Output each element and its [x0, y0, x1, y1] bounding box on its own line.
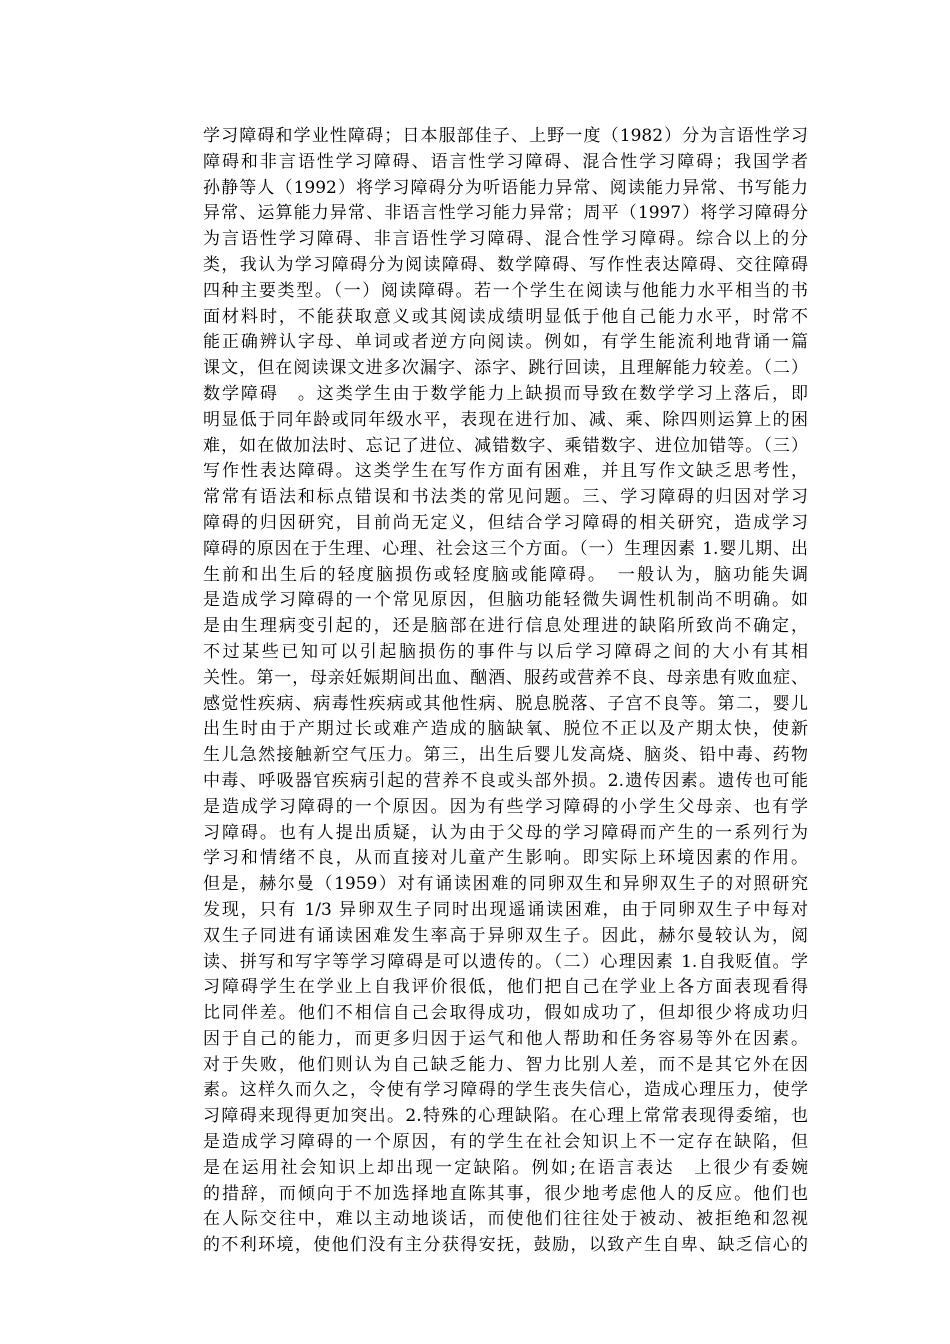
text-line: 习障碍学生在学业上自我评价很低，他们把自己在学业上各方面表现看得: [203, 977, 808, 998]
text-line: 双生子同进有诵读困难发生率高于异卵双生子。因此，赫尔曼较认为，阅: [203, 925, 808, 946]
text-line: 发现，只有 1/3 异卵双生子同时出现遥诵读困难，由于同卵双生子中每对: [203, 899, 808, 920]
text-line: 读、拼写和写字等学习障碍是可以遗传的。（二）心理因素 1.自我贬值。学: [203, 951, 808, 972]
text-line: 素。这样久而久之，令使有学习障碍的学生丧失信心，造成心理压力，使学: [203, 1080, 808, 1101]
text-line: 习障碍。也有人提出质疑，认为由于父母的学习障碍而产生的一系列行为: [203, 822, 808, 843]
text-line: 是在运用社会知识上却出现一定缺陷。例如;在语言表达 上很少有委婉: [203, 1157, 808, 1178]
text-line: 课文，但在阅读课文进多次漏字、添字、跳行回读，且理解能力较差。（二）: [203, 358, 808, 379]
text-line: 是造成学习障碍的一个常见原因，但脑功能轻微失调性机制尚不明确。如: [203, 590, 808, 611]
text-line: 的不利环境，使他们没有主分获得安抚，鼓励，以致产生自卑、缺乏信心的: [203, 1235, 808, 1256]
text-line: 常常有语法和标点错误和书法类的常见问题。三、学习障碍的归因对学习: [203, 487, 808, 508]
body-text: [203, 124, 808, 1259]
text-line: 不过某些已知可以引起脑损伤的事件与以后学习障碍之间的大小有其相: [203, 641, 808, 662]
text-line: 面材料时，不能获取意义或其阅读成绩明显低于他自己能力水平，时常不: [203, 306, 808, 327]
text-line: 对于失败，他们则认为自己缺乏能力、智力比别人差，而不是其它外在因: [203, 1054, 808, 1075]
text-line: 中毒、呼吸器官疾病引起的营养不良或头部外损。2.遗传因素。遗传也可能: [203, 770, 808, 791]
text-line: 写作性表达障碍。这类学生在写作方面有困难，并且写作文缺乏思考性，: [203, 461, 808, 482]
text-line: 因于自己的能力，而更多归因于运气和他人帮助和任务容易等外在因素。: [203, 1028, 808, 1049]
text-line: 比同伴差。他们不相信自己会取得成功，假如成功了，但却很少将成功归: [203, 1003, 808, 1024]
text-line: 但是，赫尔曼（1959）对有诵读困难的同卵双生和异卵双生子的对照研究: [203, 874, 808, 895]
text-line: 类，我认为学习障碍分为阅读障碍、数学障碍、写作性表达障碍、交往障碍: [203, 254, 808, 275]
text-line: 明显低于同年龄或同年级水平，表现在进行加、减、乘、除四则运算上的困: [203, 409, 808, 430]
text-line: 孙静等人（1992）将学习障碍分为听语能力异常、阅读能力异常、书写能力: [203, 177, 808, 198]
text-line: 障碍和非言语性学习障碍、语言性学习障碍、混合性学习障碍；我国学者: [203, 151, 808, 172]
text-line: 能正确辨认字母、单词或者逆方向阅读。例如，有学生能流利地背诵一篇: [203, 332, 808, 353]
text-line: 难，如在做加法时、忘记了进位、减错数字、乘错数字、进位加错等。（三）: [203, 435, 808, 456]
text-line: 异常、运算能力异常、非语言性学习能力异常；周平（1997）将学习障碍分: [203, 203, 808, 224]
text-line: 生前和出生后的轻度脑损伤或轻度脑或能障碍。 一般认为，脑功能失调: [203, 564, 808, 585]
text-line: 关性。第一，母亲妊娠期间出血、酗酒、服药或营养不良、母亲患有败血症、: [203, 667, 808, 688]
text-line: 为言语性学习障碍、非言语性学习障碍、混合性学习障碍。综合以上的分: [203, 229, 808, 250]
text-line: 出生时由于产期过长或难产造成的脑缺氧、脱位不正以及产期太快，使新: [203, 719, 808, 740]
text-line: 四种主要类型。（一）阅读障碍。若一个学生在阅读与他能力水平相当的书: [203, 280, 808, 301]
text-line: 的措辞，而倾向于不加选择地直陈其事，很少地考虑他人的反应。他们也: [203, 1183, 808, 1204]
text-line: 数学障碍 。这类学生由于数学能力上缺损而导致在数学学习上落后，即: [203, 383, 808, 404]
text-line: 是造成学习障碍的一个原因，有的学生在社会知识上不一定存在缺陷，但: [203, 1132, 808, 1153]
text-line: 是由生理病变引起的，还是脑部在进行信息处理进的缺陷所致尚不确定，: [203, 616, 808, 637]
text-line: 学习障碍和学业性障碍；日本服部佳子、上野一度（1982）分为言语性学习: [203, 126, 808, 146]
text-line: 障碍的原因在于生理、心理、社会这三个方面。（一）生理因素 1.婴儿期、出: [203, 538, 808, 559]
text-line: 在人际交往中，难以主动地谈话，而使他们往往处于被动、被拒绝和忽视: [203, 1209, 808, 1230]
text-line: 是造成学习障碍的一个原因。因为有些学习障碍的小学生父母亲、也有学: [203, 796, 808, 817]
text-line: 习障碍来现得更加突出。2.特殊的心理缺陷。在心理上常常表现得委缩，也: [203, 1106, 808, 1127]
text-line: 生儿急然接触新空气压力。第三，出生后婴儿发高烧、脑炎、铅中毒、药物: [203, 745, 808, 766]
text-line: 学习和情绪不良，从而直接对儿童产生影响。即实际上环境因素的作用。: [203, 848, 808, 869]
text-line: 障碍的归因研究，目前尚无定义，但结合学习障碍的相关研究，造成学习: [203, 512, 808, 533]
text-line: 感觉性疾病、病毒性疾病或其他性病、脱息脱落、子宫不良等。第二，婴儿: [203, 693, 808, 714]
